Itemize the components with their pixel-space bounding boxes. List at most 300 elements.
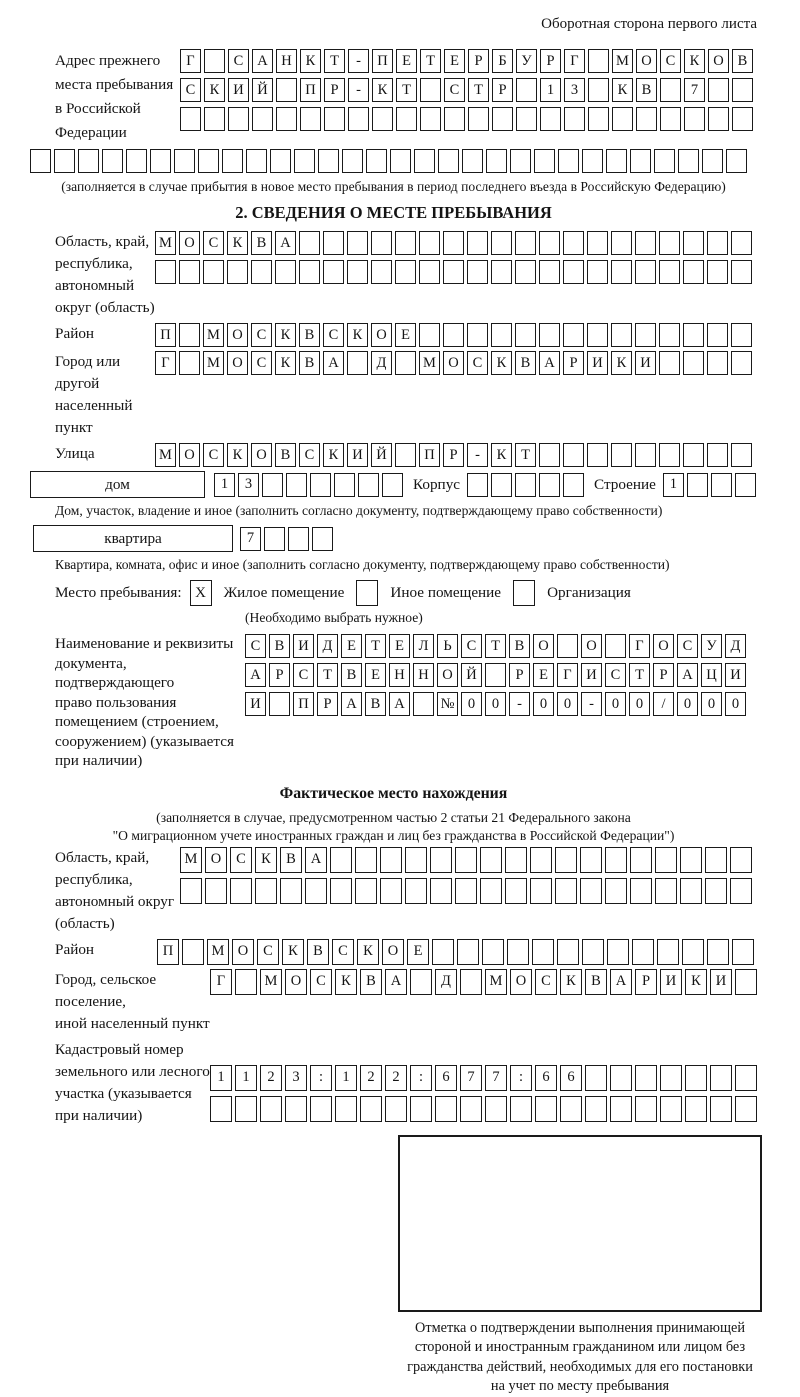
char-box[interactable]: П (155, 323, 176, 347)
char-box[interactable] (358, 473, 379, 497)
char-box[interactable]: 0 (701, 692, 722, 716)
char-box[interactable] (179, 351, 200, 375)
char-box[interactable] (731, 231, 752, 255)
char-box[interactable]: С (444, 78, 465, 102)
char-box[interactable] (659, 323, 680, 347)
char-box[interactable]: : (410, 1065, 432, 1091)
char-box[interactable] (555, 878, 577, 904)
char-box[interactable]: К (275, 323, 296, 347)
char-box[interactable] (610, 1065, 632, 1091)
fl-region-row-1[interactable] (180, 847, 752, 873)
char-box[interactable] (730, 878, 752, 904)
char-box[interactable] (468, 107, 489, 131)
char-box[interactable] (430, 847, 452, 873)
char-box[interactable] (227, 260, 248, 284)
char-box[interactable]: Г (629, 634, 650, 658)
char-box[interactable]: Г (557, 663, 578, 687)
char-box[interactable] (414, 149, 435, 173)
char-box[interactable] (395, 260, 416, 284)
char-box[interactable]: А (539, 351, 560, 375)
char-box[interactable] (635, 443, 656, 467)
char-box[interactable]: В (365, 692, 386, 716)
char-box[interactable]: Р (269, 663, 290, 687)
char-box[interactable] (585, 1065, 607, 1091)
char-box[interactable] (657, 939, 679, 965)
char-box[interactable] (310, 1096, 332, 1122)
char-box[interactable]: В (732, 49, 753, 73)
char-box[interactable]: Е (396, 49, 417, 73)
char-box[interactable] (355, 847, 377, 873)
char-box[interactable]: О (232, 939, 254, 965)
char-box[interactable]: И (725, 663, 746, 687)
char-box[interactable]: К (611, 351, 632, 375)
char-box[interactable]: В (299, 323, 320, 347)
char-box[interactable]: О (205, 847, 227, 873)
fl-region-row-2[interactable] (180, 878, 752, 904)
char-box[interactable]: М (260, 969, 282, 995)
char-box[interactable]: К (491, 443, 512, 467)
char-box[interactable] (371, 260, 392, 284)
char-box[interactable]: И (581, 663, 602, 687)
char-box[interactable] (318, 149, 339, 173)
char-box[interactable]: К (685, 969, 707, 995)
char-box[interactable]: Т (324, 49, 345, 73)
char-box[interactable] (380, 878, 402, 904)
char-box[interactable]: И (228, 78, 249, 102)
char-box[interactable] (540, 107, 561, 131)
char-box[interactable] (659, 260, 680, 284)
char-box[interactable] (310, 473, 331, 497)
char-box[interactable] (735, 1065, 757, 1091)
checkbox-residential[interactable]: X (190, 580, 212, 606)
char-box[interactable] (255, 878, 277, 904)
char-box[interactable] (635, 260, 656, 284)
char-box[interactable] (505, 878, 527, 904)
char-box[interactable]: Ц (701, 663, 722, 687)
char-box[interactable]: Р (540, 49, 561, 73)
char-box[interactable] (420, 107, 441, 131)
char-box[interactable] (467, 260, 488, 284)
char-box[interactable]: А (252, 49, 273, 73)
char-box[interactable] (174, 149, 195, 173)
char-box[interactable]: К (227, 231, 248, 255)
char-box[interactable]: Е (389, 634, 410, 658)
char-box[interactable] (635, 231, 656, 255)
char-box[interactable]: - (348, 78, 369, 102)
char-box[interactable]: И (710, 969, 732, 995)
char-box[interactable]: : (310, 1065, 332, 1091)
char-box[interactable] (530, 847, 552, 873)
char-box[interactable]: П (157, 939, 179, 965)
char-box[interactable] (480, 847, 502, 873)
char-box[interactable] (515, 323, 536, 347)
char-box[interactable] (330, 847, 352, 873)
char-box[interactable] (655, 878, 677, 904)
char-box[interactable] (588, 107, 609, 131)
char-box[interactable] (735, 969, 757, 995)
char-box[interactable] (347, 231, 368, 255)
char-box[interactable]: С (203, 231, 224, 255)
char-box[interactable] (410, 1096, 432, 1122)
char-box[interactable] (660, 1065, 682, 1091)
char-box[interactable] (102, 149, 123, 173)
char-box[interactable]: А (341, 692, 362, 716)
char-box[interactable] (491, 260, 512, 284)
char-box[interactable] (510, 149, 531, 173)
char-box[interactable]: К (282, 939, 304, 965)
char-box[interactable] (563, 473, 584, 497)
char-box[interactable]: О (251, 443, 272, 467)
char-box[interactable]: 0 (557, 692, 578, 716)
char-box[interactable]: 3 (564, 78, 585, 102)
char-box[interactable] (587, 231, 608, 255)
char-box[interactable]: А (610, 969, 632, 995)
char-box[interactable] (555, 847, 577, 873)
document-row-1[interactable] (245, 634, 746, 658)
char-box[interactable]: Р (653, 663, 674, 687)
char-box[interactable] (534, 149, 555, 173)
char-box[interactable]: И (245, 692, 266, 716)
char-box[interactable] (515, 231, 536, 255)
char-box[interactable] (516, 78, 537, 102)
char-box[interactable]: П (372, 49, 393, 73)
char-box[interactable]: Р (317, 692, 338, 716)
char-box[interactable]: С (677, 634, 698, 658)
char-box[interactable]: С (293, 663, 314, 687)
char-box[interactable]: Е (533, 663, 554, 687)
char-box[interactable] (607, 939, 629, 965)
char-box[interactable] (710, 1096, 732, 1122)
char-box[interactable]: А (677, 663, 698, 687)
char-box[interactable] (155, 260, 176, 284)
char-box[interactable]: Т (396, 78, 417, 102)
char-box[interactable] (683, 260, 704, 284)
char-box[interactable]: 0 (629, 692, 650, 716)
char-box[interactable] (660, 1096, 682, 1122)
char-box[interactable]: О (443, 351, 464, 375)
checkbox-other-premises[interactable] (356, 580, 378, 606)
char-box[interactable] (385, 1096, 407, 1122)
char-box[interactable]: Б (492, 49, 513, 73)
char-box[interactable]: 7 (240, 527, 261, 551)
char-box[interactable]: О (510, 969, 532, 995)
char-box[interactable] (460, 969, 482, 995)
char-box[interactable] (347, 351, 368, 375)
char-box[interactable]: У (701, 634, 722, 658)
char-box[interactable] (390, 149, 411, 173)
char-box[interactable]: 0 (485, 692, 506, 716)
char-box[interactable]: 6 (560, 1065, 582, 1091)
char-box[interactable] (660, 107, 681, 131)
char-box[interactable]: Г (210, 969, 232, 995)
district-row[interactable] (155, 323, 752, 347)
char-box[interactable]: В (636, 78, 657, 102)
document-row-2[interactable] (245, 663, 746, 687)
char-box[interactable]: Л (413, 634, 434, 658)
char-box[interactable]: С (467, 351, 488, 375)
char-box[interactable] (179, 260, 200, 284)
char-box[interactable] (294, 149, 315, 173)
char-box[interactable]: 3 (285, 1065, 307, 1091)
prev-address-row-1[interactable] (180, 49, 753, 73)
char-box[interactable]: - (509, 692, 530, 716)
char-box[interactable] (683, 443, 704, 467)
char-box[interactable]: 1 (540, 78, 561, 102)
char-box[interactable] (323, 231, 344, 255)
char-box[interactable]: - (467, 443, 488, 467)
char-box[interactable]: С (228, 49, 249, 73)
char-box[interactable] (251, 260, 272, 284)
char-box[interactable] (630, 878, 652, 904)
char-box[interactable] (246, 149, 267, 173)
char-box[interactable] (182, 939, 204, 965)
char-box[interactable] (587, 260, 608, 284)
char-box[interactable] (726, 149, 747, 173)
char-box[interactable]: 2 (360, 1065, 382, 1091)
char-box[interactable] (230, 878, 252, 904)
char-box[interactable]: / (653, 692, 674, 716)
char-box[interactable] (480, 878, 502, 904)
char-box[interactable]: О (227, 323, 248, 347)
char-box[interactable] (732, 939, 754, 965)
char-box[interactable]: С (605, 663, 626, 687)
char-box[interactable] (707, 443, 728, 467)
fl-district-row[interactable] (157, 939, 754, 965)
char-box[interactable] (507, 939, 529, 965)
city-row[interactable] (155, 351, 752, 375)
char-box[interactable] (285, 1096, 307, 1122)
char-box[interactable]: 7 (460, 1065, 482, 1091)
char-box[interactable] (732, 78, 753, 102)
char-box[interactable]: Е (407, 939, 429, 965)
char-box[interactable] (485, 1096, 507, 1122)
char-box[interactable] (558, 149, 579, 173)
char-box[interactable]: С (535, 969, 557, 995)
char-box[interactable] (235, 969, 257, 995)
char-box[interactable]: В (341, 663, 362, 687)
char-box[interactable] (204, 107, 225, 131)
char-box[interactable] (260, 1096, 282, 1122)
char-box[interactable] (335, 1096, 357, 1122)
char-box[interactable]: И (587, 351, 608, 375)
char-box[interactable] (732, 107, 753, 131)
char-box[interactable] (410, 969, 432, 995)
char-box[interactable]: В (275, 443, 296, 467)
char-box[interactable]: А (275, 231, 296, 255)
cadastre-row-1[interactable] (210, 1065, 757, 1091)
char-box[interactable] (419, 323, 440, 347)
house-number-cells[interactable] (214, 473, 403, 497)
char-box[interactable] (612, 107, 633, 131)
char-box[interactable]: С (660, 49, 681, 73)
char-box[interactable]: С (332, 939, 354, 965)
char-box[interactable]: Т (317, 663, 338, 687)
char-box[interactable]: 0 (725, 692, 746, 716)
char-box[interactable] (330, 878, 352, 904)
char-box[interactable]: М (203, 323, 224, 347)
char-box[interactable]: О (533, 634, 554, 658)
char-box[interactable]: В (585, 969, 607, 995)
char-box[interactable] (730, 847, 752, 873)
char-box[interactable] (460, 1096, 482, 1122)
char-box[interactable] (54, 149, 75, 173)
char-box[interactable] (150, 149, 171, 173)
char-box[interactable]: К (335, 969, 357, 995)
char-box[interactable]: О (581, 634, 602, 658)
char-box[interactable] (312, 527, 333, 551)
char-box[interactable] (535, 1096, 557, 1122)
prev-address-row-3[interactable] (180, 107, 753, 131)
char-box[interactable] (486, 149, 507, 173)
char-box[interactable] (683, 231, 704, 255)
char-box[interactable]: Т (515, 443, 536, 467)
char-box[interactable] (228, 107, 249, 131)
char-box[interactable]: О (285, 969, 307, 995)
char-box[interactable] (305, 878, 327, 904)
char-box[interactable]: Т (629, 663, 650, 687)
char-box[interactable]: Е (341, 634, 362, 658)
char-box[interactable] (610, 1096, 632, 1122)
char-box[interactable] (515, 260, 536, 284)
char-box[interactable] (269, 692, 290, 716)
char-box[interactable] (413, 692, 434, 716)
char-box[interactable] (443, 231, 464, 255)
char-box[interactable]: 0 (533, 692, 554, 716)
char-box[interactable] (432, 939, 454, 965)
char-box[interactable] (605, 847, 627, 873)
char-box[interactable] (516, 107, 537, 131)
char-box[interactable]: У (516, 49, 537, 73)
char-box[interactable]: Г (155, 351, 176, 375)
char-box[interactable]: М (207, 939, 229, 965)
char-box[interactable] (707, 231, 728, 255)
char-box[interactable] (420, 78, 441, 102)
char-box[interactable] (222, 149, 243, 173)
char-box[interactable]: С (251, 351, 272, 375)
char-box[interactable]: С (230, 847, 252, 873)
char-box[interactable] (731, 443, 752, 467)
char-box[interactable] (687, 473, 708, 497)
char-box[interactable]: Г (564, 49, 585, 73)
char-box[interactable] (430, 878, 452, 904)
char-box[interactable]: М (203, 351, 224, 375)
char-box[interactable]: - (581, 692, 602, 716)
char-box[interactable] (611, 443, 632, 467)
char-box[interactable] (198, 149, 219, 173)
char-box[interactable]: К (255, 847, 277, 873)
char-box[interactable]: Р (635, 969, 657, 995)
char-box[interactable] (563, 323, 584, 347)
char-box[interactable]: Е (365, 663, 386, 687)
char-box[interactable]: М (612, 49, 633, 73)
char-box[interactable]: А (245, 663, 266, 687)
char-box[interactable]: Р (468, 49, 489, 73)
char-box[interactable]: Й (252, 78, 273, 102)
char-box[interactable] (707, 323, 728, 347)
char-box[interactable]: Н (389, 663, 410, 687)
char-box[interactable] (683, 351, 704, 375)
char-box[interactable] (462, 149, 483, 173)
char-box[interactable] (180, 878, 202, 904)
char-box[interactable]: Т (468, 78, 489, 102)
char-box[interactable] (419, 231, 440, 255)
char-box[interactable] (708, 107, 729, 131)
char-box[interactable]: В (299, 351, 320, 375)
char-box[interactable] (455, 878, 477, 904)
char-box[interactable]: О (382, 939, 404, 965)
char-box[interactable] (660, 78, 681, 102)
char-box[interactable] (510, 1096, 532, 1122)
char-box[interactable] (276, 78, 297, 102)
char-box[interactable]: - (348, 49, 369, 73)
char-box[interactable]: О (636, 49, 657, 73)
char-box[interactable] (683, 323, 704, 347)
prev-address-row-2[interactable] (180, 78, 753, 102)
document-row-3[interactable] (245, 692, 746, 716)
char-box[interactable] (347, 260, 368, 284)
char-box[interactable] (492, 107, 513, 131)
prev-address-row-4[interactable] (30, 149, 757, 173)
char-box[interactable] (324, 107, 345, 131)
apartment-cells[interactable] (240, 527, 333, 551)
char-box[interactable]: 7 (485, 1065, 507, 1091)
char-box[interactable] (711, 473, 732, 497)
char-box[interactable] (582, 149, 603, 173)
char-box[interactable] (505, 847, 527, 873)
fl-city-row[interactable] (210, 969, 757, 995)
char-box[interactable] (557, 634, 578, 658)
char-box[interactable] (731, 323, 752, 347)
char-box[interactable] (467, 231, 488, 255)
char-box[interactable] (611, 231, 632, 255)
char-box[interactable]: 1 (210, 1065, 232, 1091)
char-box[interactable] (684, 107, 705, 131)
char-box[interactable] (444, 107, 465, 131)
char-box[interactable] (419, 260, 440, 284)
char-box[interactable]: О (437, 663, 458, 687)
char-box[interactable] (78, 149, 99, 173)
char-box[interactable]: В (269, 634, 290, 658)
char-box[interactable] (682, 939, 704, 965)
char-box[interactable] (264, 527, 285, 551)
char-box[interactable] (685, 1065, 707, 1091)
char-box[interactable] (126, 149, 147, 173)
char-box[interactable] (299, 231, 320, 255)
char-box[interactable]: 0 (677, 692, 698, 716)
char-box[interactable] (705, 878, 727, 904)
char-box[interactable] (396, 107, 417, 131)
char-box[interactable]: П (293, 692, 314, 716)
char-box[interactable]: Й (461, 663, 482, 687)
char-box[interactable] (210, 1096, 232, 1122)
char-box[interactable]: О (227, 351, 248, 375)
char-box[interactable] (485, 663, 506, 687)
char-box[interactable] (467, 323, 488, 347)
char-box[interactable] (179, 323, 200, 347)
char-box[interactable]: И (293, 634, 314, 658)
char-box[interactable] (731, 351, 752, 375)
char-box[interactable] (707, 351, 728, 375)
char-box[interactable] (276, 107, 297, 131)
char-box[interactable]: 1 (663, 473, 684, 497)
char-box[interactable]: С (180, 78, 201, 102)
char-box[interactable] (655, 847, 677, 873)
char-box[interactable]: С (461, 634, 482, 658)
char-box[interactable]: К (323, 443, 344, 467)
char-box[interactable]: О (708, 49, 729, 73)
char-box[interactable] (539, 473, 560, 497)
char-box[interactable]: К (347, 323, 368, 347)
